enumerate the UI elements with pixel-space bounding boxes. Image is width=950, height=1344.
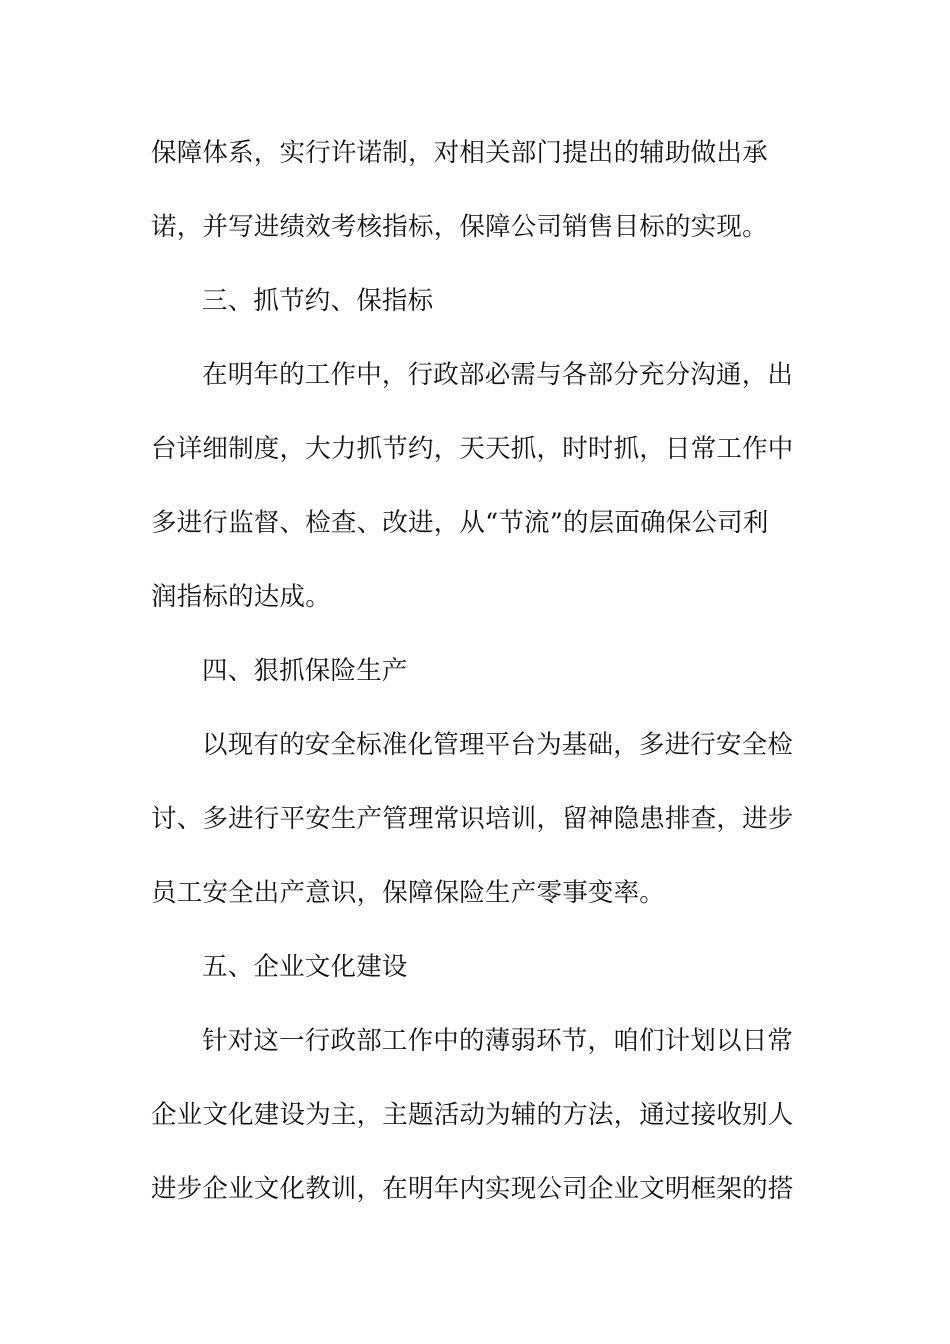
body-text-line: 在明年的工作中，行政部必需与各部分充分沟通，出 (202, 360, 794, 390)
section-heading-3: 三、抓节约、保指标 (202, 286, 434, 316)
body-text-line: 企业文化建设为主，主题活动为辅的方法，通过接收别人 (151, 1100, 794, 1130)
section-heading-5: 五、企业文化建设 (202, 952, 408, 982)
body-text-line: 进步企业文化教训，在明年内实现公司企业文明框架的搭 (151, 1174, 794, 1204)
body-text-line: 诺，并写进绩效考核指标，保障公司销售目标的实现。 (151, 212, 768, 242)
body-text-line: 讨、多进行平安生产管理常识培训，留神隐患排查，进步 (151, 804, 794, 834)
body-text-line: 润指标的达成。 (151, 582, 331, 612)
body-text-line: 以现有的安全标准化管理平台为基础，多进行安全检 (202, 730, 794, 760)
body-text-line: 员工安全出产意识，保障保险生产零事变率。 (151, 878, 666, 908)
body-text-line: 多进行监督、检查、改进，从“节流”的层面确保公司利 (151, 508, 769, 538)
body-text-line: 针对这一行政部工作中的薄弱环节，咱们计划以日常 (202, 1026, 794, 1056)
section-heading-4: 四、狠抓保险生产 (202, 656, 408, 686)
body-text-line: 台详细制度，大力抓节约，天天抓，时时抓，日常工作中 (151, 434, 794, 464)
body-text-line: 保障体系，实行许诺制，对相关部门提出的辅助做出承 (151, 138, 768, 168)
